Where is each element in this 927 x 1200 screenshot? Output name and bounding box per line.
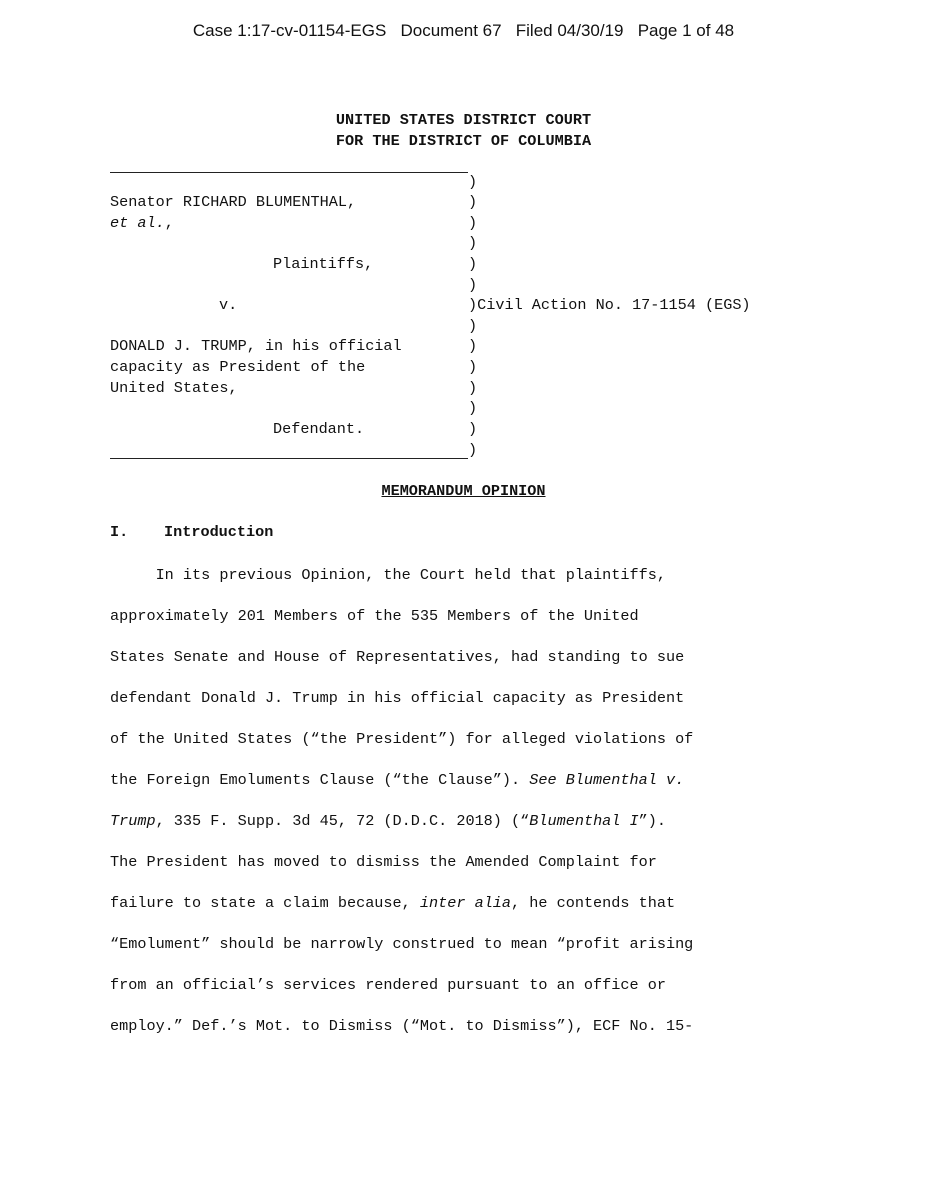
- short-cite: Blumenthal I: [529, 812, 639, 830]
- caption-paren: ): [468, 276, 478, 294]
- defendant-line3: United States,: [110, 379, 238, 397]
- caption-paren: ): [468, 317, 478, 335]
- caption-paren: ): [468, 358, 478, 376]
- body-line: In its previous Opinion, the Court held that plaintiffs,: [110, 566, 666, 584]
- body-line: of the United States (“the President”) for alleged violations of: [110, 730, 694, 748]
- latin-phrase: inter alia: [419, 894, 512, 912]
- court-name-line2: FOR THE DISTRICT OF COLUMBIA: [335, 132, 592, 150]
- case-name: Trump: [110, 812, 156, 830]
- caption-paren: ): [468, 337, 478, 355]
- section-title: Introduction: [164, 523, 274, 541]
- opinion-title: MEMORANDUM OPINION: [381, 482, 546, 500]
- body-line: States Senate and House of Representatives, had standing to sue: [110, 648, 685, 666]
- defendant-line2: capacity as President of the: [110, 358, 366, 376]
- body-line: the Foreign Emoluments Clause (“the Clause”). See Blumenthal v.: [110, 771, 685, 789]
- caption-paren-civil-action: )Civil Action No. 17-1154 (EGS): [468, 296, 751, 314]
- caption-top-rule: [110, 172, 468, 173]
- body-line: from an official’s services rendered pursuant to an office or: [110, 976, 666, 994]
- plaintiffs-label: Plaintiffs,: [273, 255, 374, 273]
- filing-header: [0, 21, 927, 41]
- case-number: Case 1:17-cv-01154-EGS: [192, 21, 387, 40]
- body-line: “Emolument” should be narrowly construed to mean “profit arising: [110, 935, 694, 953]
- body-line: defendant Donald J. Trump in his official capacity as President: [110, 689, 685, 707]
- plaintiff-et-al: et al.,: [110, 214, 174, 232]
- plaintiff-name: Senator RICHARD BLUMENTHAL,: [110, 193, 357, 211]
- page-indicator: Page 1 of 48: [637, 21, 735, 40]
- section-number: I.: [110, 523, 129, 541]
- body-line: Trump, 335 F. Supp. 3d 45, 72 (D.D.C. 2018) (“Blumenthal I”).: [110, 812, 666, 830]
- caption-paren: ): [468, 234, 478, 252]
- body-line: approximately 201 Members of the 535 Members of the United: [110, 607, 639, 625]
- court-name-line1: UNITED STATES DISTRICT COURT: [335, 111, 592, 129]
- caption-paren: ): [468, 173, 478, 191]
- caption-paren: ): [468, 420, 478, 438]
- body-line: failure to state a claim because, inter alia, he contends that: [110, 894, 676, 912]
- body-line: The President has moved to dismiss the Amended Complaint for: [110, 853, 657, 871]
- defendant-label: Defendant.: [273, 420, 365, 438]
- document-number: Document 67: [400, 21, 502, 40]
- caption-paren: ): [468, 255, 478, 273]
- filed-date: Filed 04/30/19: [515, 21, 624, 40]
- caption-paren: ): [468, 193, 478, 211]
- caption-bottom-rule: [110, 458, 468, 459]
- body-line: employ.” Def.’s Mot. to Dismiss (“Mot. to Dismiss”), ECF No. 15-: [110, 1017, 694, 1035]
- caption-paren: ): [468, 441, 478, 459]
- caption-paren: ): [468, 399, 478, 417]
- caption-paren: ): [468, 379, 478, 397]
- defendant-line1: DONALD J. TRUMP, in his official: [110, 337, 402, 355]
- citation-signal: See Blumenthal v.: [529, 771, 685, 789]
- versus-label: v.: [219, 296, 238, 314]
- civil-action-number: Civil Action No. 17-1154 (EGS): [477, 296, 751, 314]
- caption-paren: ): [468, 214, 478, 232]
